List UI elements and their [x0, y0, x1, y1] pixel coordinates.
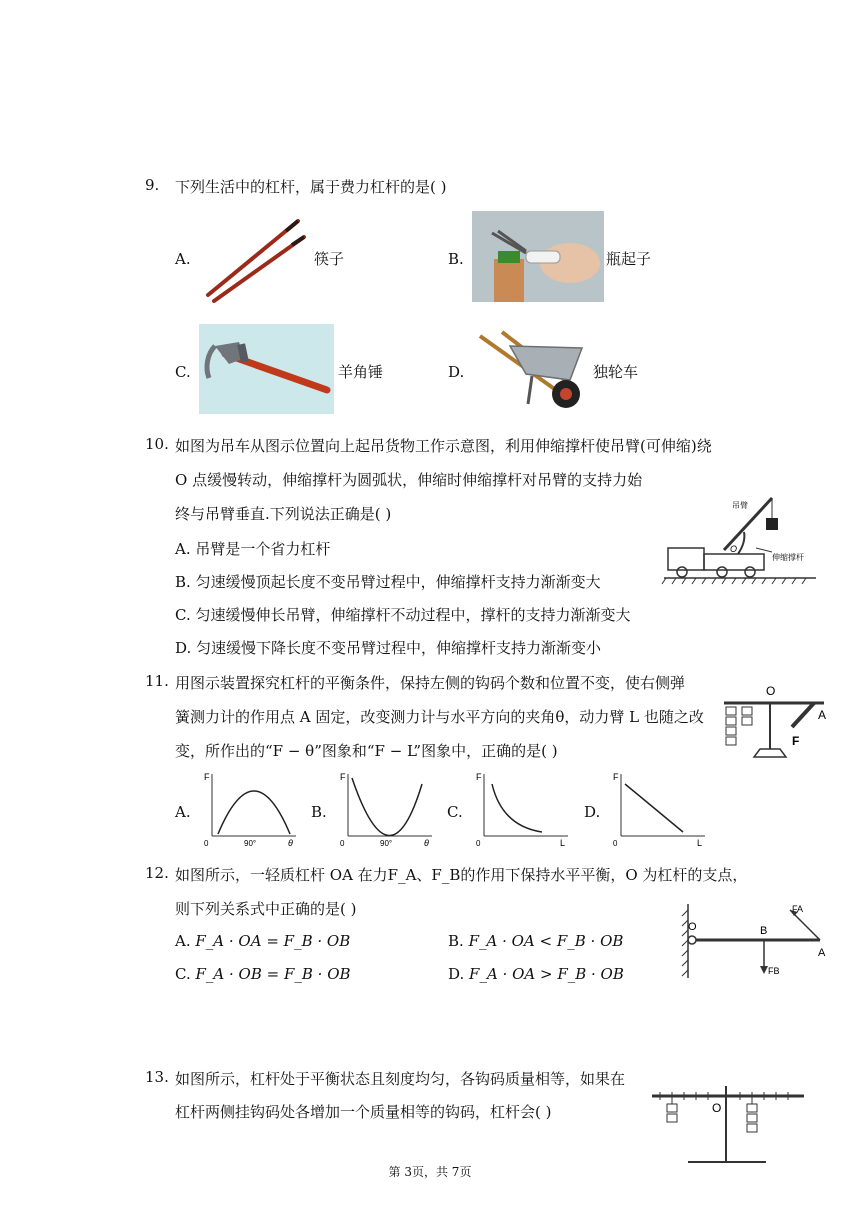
lever-o-label: O	[712, 1101, 722, 1115]
graph-a-tick: 90°	[244, 839, 257, 848]
q10-number: 10.	[145, 435, 169, 453]
lever-o-label: O	[688, 921, 697, 933]
q10-option-b-letter: B.	[175, 573, 191, 591]
page-footer: 第 3页，共 7页	[388, 1165, 472, 1179]
q12-option-b	[448, 932, 623, 950]
q12-option-a-letter: A.	[175, 932, 191, 950]
q12-option-a	[175, 932, 350, 950]
graph-b-valley	[336, 770, 436, 848]
q11-option-c-letter: C.	[447, 803, 463, 821]
graph-d-linear	[609, 770, 709, 848]
graph-c-decay	[472, 770, 572, 848]
q10-option-b-text: 匀速缓慢顶起长度不变吊臂过程中，伸缩撑杆支持力渐渐变大	[195, 573, 601, 591]
graph-b-tick: 90°	[380, 839, 393, 848]
q13-stem-line-2: 杠杆两侧挂钩码处各增加一个质量相等的钩码，杠杆会( )	[175, 1103, 552, 1121]
q11-option-a-letter: A.	[175, 803, 191, 821]
q12-option-c-text: F_A · OB = F_B · OB	[195, 965, 351, 983]
q9-option-a-letter: A.	[175, 250, 191, 268]
q12-option-c-letter: C.	[175, 965, 191, 983]
graph-d-ylabel: F	[613, 772, 619, 782]
q11-number: 11.	[145, 672, 169, 690]
graph-b-ylabel: F	[340, 772, 346, 782]
crane-o-label: O	[730, 544, 738, 554]
q9-option-c-letter: C.	[175, 363, 191, 381]
graph-a-arch	[200, 770, 300, 848]
wheelbarrow-image	[474, 328, 586, 414]
q10-option-c-letter: C.	[175, 606, 191, 624]
claw-hammer-image	[199, 324, 334, 414]
q12-option-d	[448, 965, 624, 983]
lever-balance-figure	[714, 683, 834, 763]
graph-a-origin: 0	[204, 839, 209, 848]
graph-b-xlabel: θ	[424, 838, 429, 848]
graph-d-xlabel: L	[697, 838, 703, 848]
q12-stem-line-2: 则下列关系式中正确的是( )	[175, 900, 357, 918]
lever-hooks-figure	[648, 1082, 808, 1166]
q10-stem-line-1: 如图为吊车从图示位置向上起吊货物工作示意图，利用伸缩撑杆使吊臂(可伸缩)绕	[175, 437, 712, 455]
lever-a-label: A	[818, 947, 826, 959]
q12-option-c	[175, 965, 351, 983]
force-fb-label: FB	[768, 966, 780, 976]
crane-arm-label: 吊臂	[732, 501, 748, 510]
q10-option-a	[175, 538, 330, 559]
q10-option-a-letter: A.	[175, 540, 191, 558]
q11-stem-line-1: 用图示装置探究杠杆的平衡条件，保持左侧的钩码个数和位置不变，使右侧弹	[175, 674, 686, 692]
q10-option-d-text: 匀速缓慢下降长度不变吊臂过程中，伸缩撑杆支持力渐渐变小	[196, 639, 602, 657]
graph-a-xlabel: θ	[288, 838, 293, 848]
q12-option-a-text: F_A · OA = F_B · OB	[195, 932, 351, 950]
q12-option-d-text: F_A · OA > F_B · OB	[469, 965, 624, 983]
graph-c-origin: 0	[476, 839, 481, 848]
q10-stem-line-2: O 点缓慢转动，伸缩撑杆为圆弧状，伸缩时伸缩撑杆对吊臂的支持力始	[175, 471, 643, 489]
lever-a-label: A	[818, 708, 827, 722]
lever-o-label: O	[766, 684, 776, 698]
q13-stem-line-1: 如图所示，杠杆处于平衡状态且刻度均匀，各钩码质量相等，如果在	[175, 1070, 626, 1088]
q11-option-d-letter: D.	[584, 803, 601, 821]
q9-option-a-caption: 筷子	[314, 250, 345, 268]
q9-option-d-caption: 独轮车	[593, 363, 639, 381]
lever-f-label: F	[792, 734, 800, 748]
chopsticks-image	[200, 213, 308, 305]
crane-strut-label: 伸缩撑杆	[772, 553, 804, 562]
q12-stem-line-1: 如图所示，一轻质杠杆 OA 在力F_A、F_B的作用下保持水平平衡，O 为杠杆的支点，	[175, 866, 748, 884]
q9-option-b-letter: B.	[448, 250, 464, 268]
q12-number: 12.	[145, 864, 169, 882]
graph-b-origin: 0	[340, 839, 345, 848]
q10-option-a-text: 吊臂是一个省力杠杆	[195, 540, 331, 558]
q10-stem-line-3: 终与吊臂垂直.下列说法正确是( )	[175, 505, 392, 523]
q9-stem: 下列生活中的杠杆，属于费力杠杆的是( )	[175, 178, 447, 196]
q12-option-b-text: F_A · OA < F_B · OB	[468, 932, 624, 950]
graph-d-origin: 0	[613, 839, 618, 848]
lever-force-figure	[680, 900, 830, 982]
q10-option-d-letter: D.	[175, 639, 192, 657]
q11-option-b-letter: B.	[311, 803, 327, 821]
q13-number: 13.	[145, 1068, 169, 1086]
q10-option-b	[175, 571, 601, 592]
graph-c-ylabel: F	[476, 772, 482, 782]
q9-option-c-caption: 羊角锤	[338, 363, 384, 381]
force-fa-label: FA	[792, 904, 804, 914]
q11-stem-line-2: 簧测力计的作用点 A 固定，改变测力计与水平方向的夹角θ，动力臂 L 也随之改	[175, 708, 704, 726]
q10-option-c-text: 匀速缓慢伸长吊臂，伸缩撑杆不动过程中，撑杆的支持力渐渐变大	[195, 606, 631, 624]
lever-b-label: B	[760, 925, 768, 937]
q12-option-b-letter: B.	[448, 932, 464, 950]
q12-option-d-letter: D.	[448, 965, 465, 983]
q10-option-c	[175, 604, 631, 625]
crane-figure	[660, 492, 820, 588]
q9-number: 9.	[145, 176, 160, 194]
q11-stem-line-3: 变，所作出的“F − θ”图象和“F − L”图象中，正确的是( )	[175, 742, 558, 760]
q9-option-d-letter: D.	[448, 363, 465, 381]
graph-c-xlabel: L	[560, 838, 566, 848]
graph-a-ylabel: F	[204, 772, 210, 782]
bottle-opener-image	[472, 211, 604, 302]
q9-option-b-caption: 瓶起子	[606, 250, 652, 268]
q10-option-d	[175, 637, 601, 658]
